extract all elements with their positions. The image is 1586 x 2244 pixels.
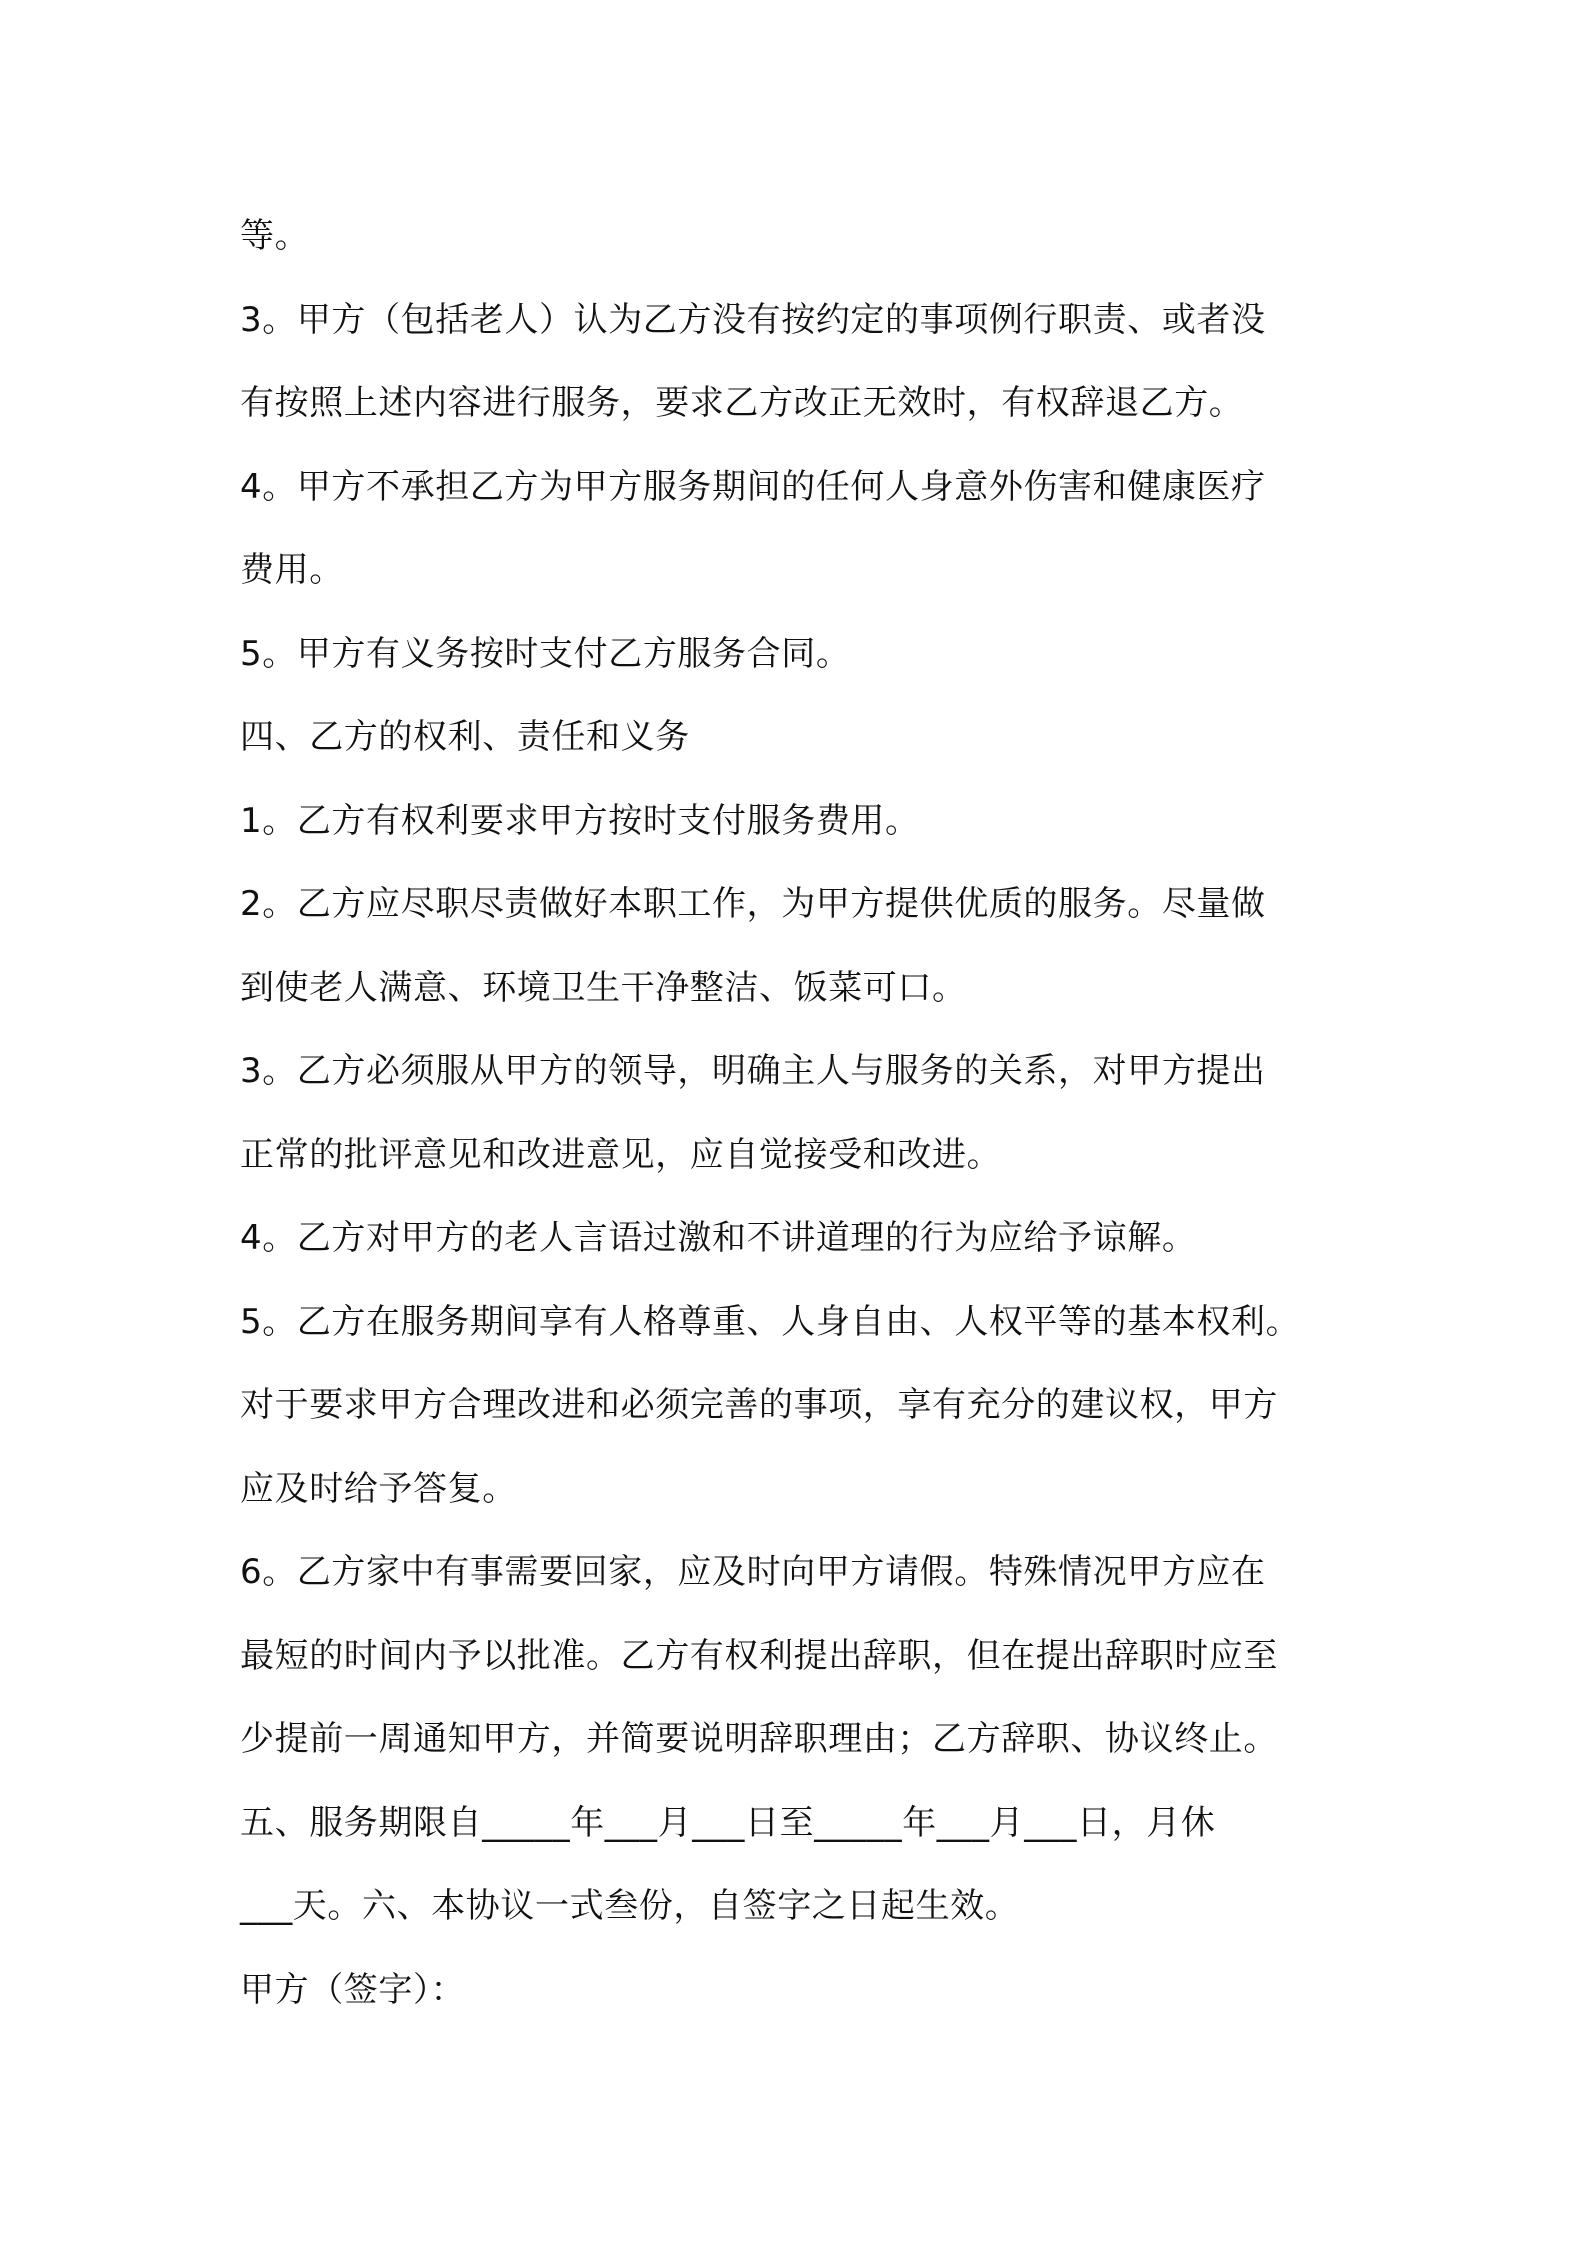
clause-5-party-b-line-3: 应及时给予答复。 xyxy=(240,1468,517,1509)
clause-6-party-b-line-1: 6。乙方家中有事需要回家，应及时向甲方请假。特殊情况甲方应在 xyxy=(240,1552,1266,1592)
clause-3-party-b-line-2: 正常的批评意见和改进意见，应自觉接受和改进。 xyxy=(240,1134,1002,1175)
clause-1-party-b: 1。乙方有权利要求甲方按时支付服务费用。 xyxy=(240,800,920,841)
clause-4-party-a-line-2: 费用。 xyxy=(240,550,344,590)
section-5-service-period-line-1: 五、服务期限自_____年___月___日至_____年___月___日，月休 xyxy=(240,1802,1216,1843)
clause-5-party-b-line-2: 对于要求甲方合理改进和必须完善的事项，享有充分的建议权，甲方 xyxy=(240,1385,1278,1425)
clause-6-party-b-line-2: 最短的时间内予以批准。乙方有权利提出辞职，但在提出辞职时应至 xyxy=(240,1635,1278,1676)
section-5-service-period-line-2: ___天。六、本协议一式叁份，自签字之日起生效。 xyxy=(240,1886,1020,1926)
clause-4-party-a-line-1: 4。甲方不承担乙方为甲方服务期间的任何人身意外伤害和健康医疗 xyxy=(240,466,1266,507)
clause-3-party-a-line-2: 有按照上述内容进行服务，要求乙方改正无效时，有权辞退乙方。 xyxy=(240,383,1244,423)
clause-2-party-b-line-2: 到使老人满意、环境卫生干净整洁、饭菜可口。 xyxy=(240,967,967,1008)
contract-text xyxy=(240,195,1380,2032)
clause-5-party-a: 5。甲方有义务按时支付乙方服务合同。 xyxy=(240,633,851,674)
clause-3-party-a-line-1: 3。甲方（包括老人）认为乙方没有按约定的事项例行职责、或者没 xyxy=(240,299,1266,340)
section-4-heading: 四、乙方的权利、责任和义务 xyxy=(240,717,690,757)
text-line-continuation: 等。 xyxy=(240,216,310,256)
clause-6-party-b-line-3: 少提前一周通知甲方，并简要说明辞职理由；乙方辞职、协议终止。 xyxy=(240,1719,1278,1759)
clause-3-party-b-line-1: 3。乙方必须服从甲方的领导，明确主人与服务的关系，对甲方提出 xyxy=(240,1051,1266,1091)
clause-2-party-b-line-1: 2。乙方应尽职尽责做好本职工作，为甲方提供优质的服务。尽量做 xyxy=(240,884,1266,924)
clause-4-party-b: 4。乙方对甲方的老人言语过激和不讲道理的行为应给予谅解。 xyxy=(240,1218,1197,1258)
clause-5-party-b-line-1: 5。乙方在服务期间享有人格尊重、人身自由、人权平等的基本权利。 xyxy=(240,1301,1301,1342)
party-a-signature-label: 甲方（签字）： xyxy=(240,1969,466,2010)
